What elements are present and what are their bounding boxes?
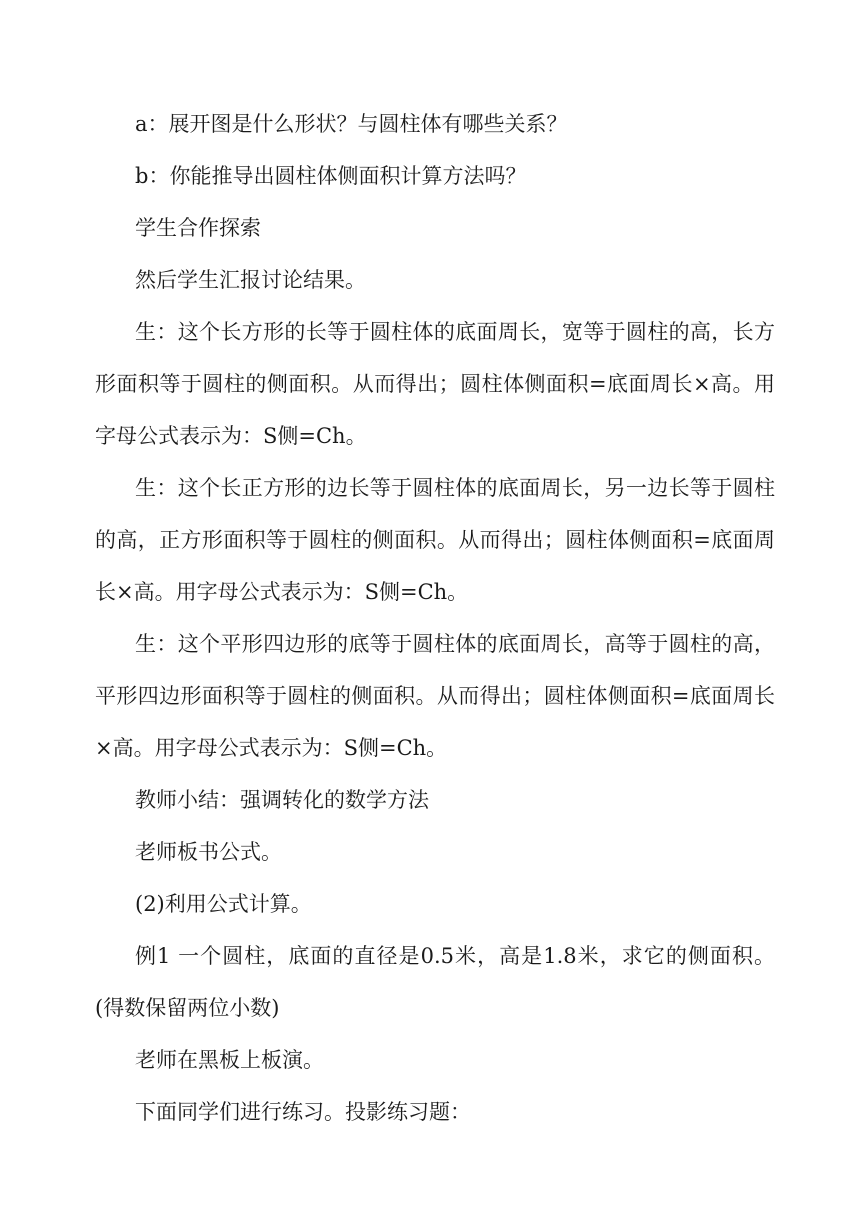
paragraph-apply-formula: (2)利用公式计算。 [135,892,312,916]
paragraph-practice: 下面同学们进行练习。投影练习题： [135,1100,471,1124]
paragraph-parallelogram-answer: 生：这个平形四边形的底等于圆柱体的底面周长，高等于圆柱的高，平形四边形面积等于圆柱的侧面积。从而得出；圆柱体侧面积=底面周长×高。用字母公式表示为：S侧=Ch。 [95,632,775,760]
paragraph-example-1: 例1 一个圆柱，底面的直径是0.5米，高是1.8米，求它的侧面积。(得数保留两位小数) [95,944,775,1020]
paragraph-question-b: b：你能推导出圆柱体侧面积计算方法吗？ [135,164,527,188]
paragraph-student-report: 然后学生汇报讨论结果。 [135,268,366,292]
document-body [95,98,775,1138]
paragraph-teacher-demo: 老师在黑板上板演。 [135,1048,324,1072]
paragraph-square-answer: 生：这个长正方形的边长等于圆柱体的底面周长，另一边长等于圆柱的高，正方形面积等于圆柱的侧面积。从而得出；圆柱体侧面积=底面周长×高。用字母公式表示为：S侧=Ch。 [95,476,775,604]
paragraph-board-formula: 老师板书公式。 [135,840,282,864]
paragraph-teacher-summary: 教师小结：强调转化的数学方法 [135,788,429,812]
paragraph-student-explore: 学生合作探索 [135,216,261,240]
paragraph-rectangle-answer: 生：这个长方形的长等于圆柱体的底面周长，宽等于圆柱的高，长方形面积等于圆柱的侧面积。从而得出；圆柱体侧面积=底面周长×高。用字母公式表示为：S侧=Ch。 [95,320,775,448]
paragraph-question-a: a：展开图是什么形状？与圆柱体有哪些关系？ [135,112,568,136]
